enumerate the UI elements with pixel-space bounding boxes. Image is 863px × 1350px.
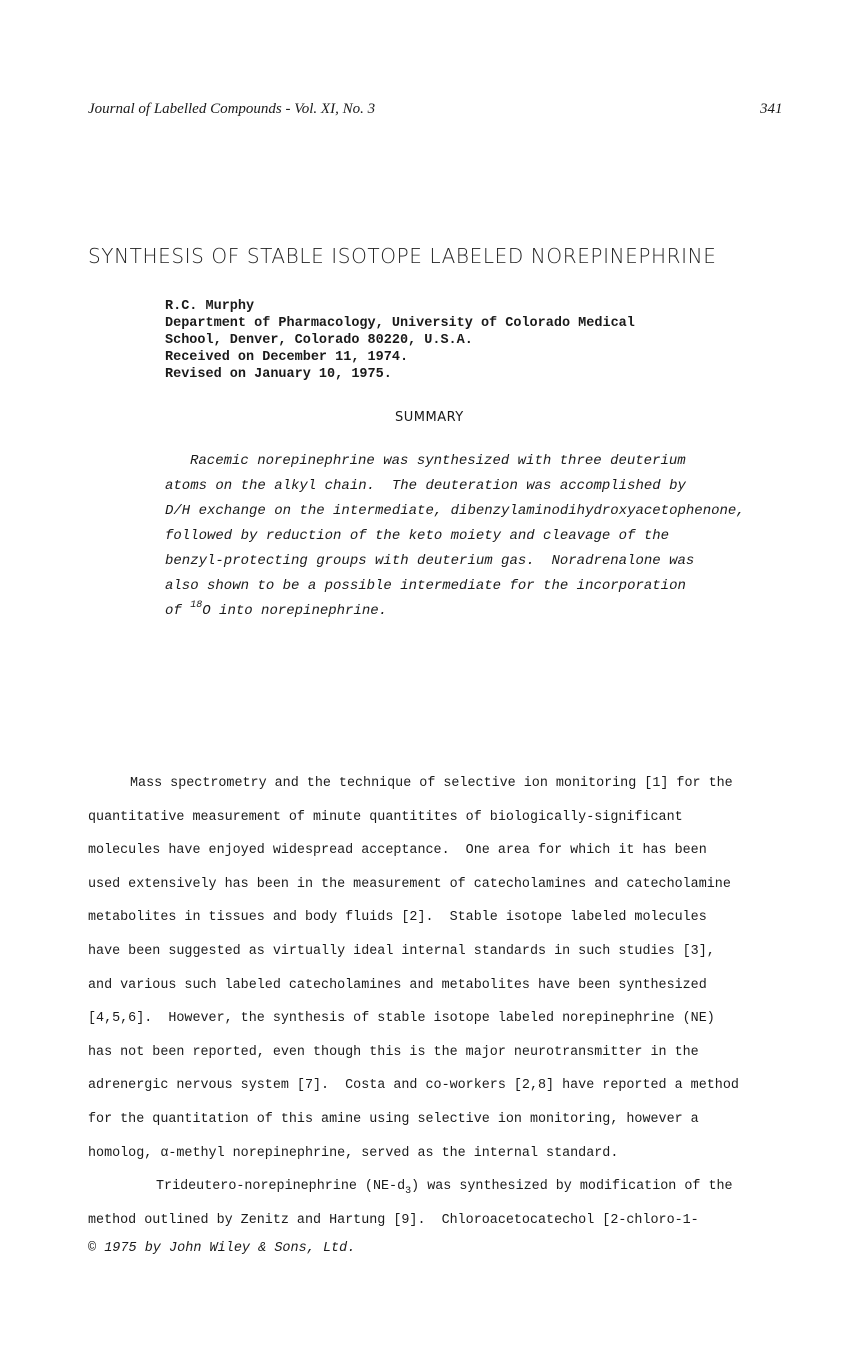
body-line: used extensively has been in the measurement of catecholamines and catecholamine <box>88 876 731 892</box>
abstract-line <box>165 599 785 624</box>
body-line: metabolites in tissues and body fluids [2]. Stable isotope labeled molecules <box>88 910 707 926</box>
body-line: have been suggested as virtually ideal internal standards in such studies [3], <box>88 943 715 959</box>
body-line: [4,5,6]. However, the synthesis of stable isotope labeled norepinephrine (NE) <box>88 1011 715 1027</box>
abstract-line: benzyl-protecting groups with deuterium gas. Noradrenalone was <box>165 553 695 569</box>
affiliation-line: School, Denver, Colorado 80220, U.S.A. <box>165 333 473 348</box>
abstract-line: Racemic norepinephrine was synthesized with three deuterium <box>190 453 686 469</box>
body-line: quantitative measurement of minute quantitites of biologically-significant <box>88 809 683 825</box>
body-text-span: ) was synthesized by modification of the <box>411 1179 733 1195</box>
revised-date: Revised on January 10, 1975. <box>165 367 392 382</box>
body-line: molecules have enjoyed widespread acceptance. One area for which it has been <box>88 843 707 859</box>
body-line: method outlined by Zenitz and Hartung [9]. Chloroacetocatechol [2-chloro-1- <box>88 1212 699 1228</box>
body-line: for the quantitation of this amine using selective ion monitoring, however a <box>88 1111 699 1127</box>
article-title: SYNTHESIS OF STABLE ISOTOPE LABELED NOREPINEPHRINE <box>88 244 717 268</box>
isotope-superscript: 18 <box>190 600 203 611</box>
body-line: and various such labeled catecholamines and metabolites have been synthesized <box>88 977 707 993</box>
body-line: homolog, α-methyl norepinephrine, served as the internal standard. <box>88 1145 619 1161</box>
abstract-line: also shown to be a possible intermediate for the incorporation <box>165 578 686 594</box>
subscript: 3 <box>405 1186 412 1198</box>
abstract-line: atoms on the alkyl chain. The deuteration was accomplished by <box>165 478 686 494</box>
body-line <box>88 1170 788 1204</box>
page-number: 341 <box>760 101 783 117</box>
author-name: R.C. Murphy <box>165 299 255 314</box>
abstract-text: O into norepinephrine. <box>202 603 388 619</box>
body-line: has not been reported, even though this is the major neurotransmitter in the <box>88 1044 699 1060</box>
author-block <box>165 298 635 383</box>
body-text-span: Trideutero-norepinephrine (NE-d <box>156 1179 406 1195</box>
affiliation-line: Department of Pharmacology, University of Colorado Medical <box>165 316 635 331</box>
abstract-line: followed by reduction of the keto moiety and cleavage of the <box>165 528 670 544</box>
abstract <box>165 449 785 624</box>
body-line: Mass spectrometry and the technique of selective ion monitoring [1] for the <box>130 776 733 791</box>
body-line: adrenergic nervous system [7]. Costa and co-workers [2,8] have reported a method <box>88 1078 739 1094</box>
copyright-footer: © 1975 by John Wiley & Sons, Ltd. <box>88 1241 356 1256</box>
summary-heading: SUMMARY <box>395 410 464 425</box>
body-text <box>88 767 788 1237</box>
journal-header: Journal of Labelled Compounds - Vol. XI, No. 3 <box>88 101 376 117</box>
abstract-text: of <box>165 603 191 619</box>
received-date: Received on December 11, 1974. <box>165 350 409 365</box>
abstract-line: D/H exchange on the intermediate, dibenzylaminodihydroxyacetophenone, <box>165 503 745 519</box>
